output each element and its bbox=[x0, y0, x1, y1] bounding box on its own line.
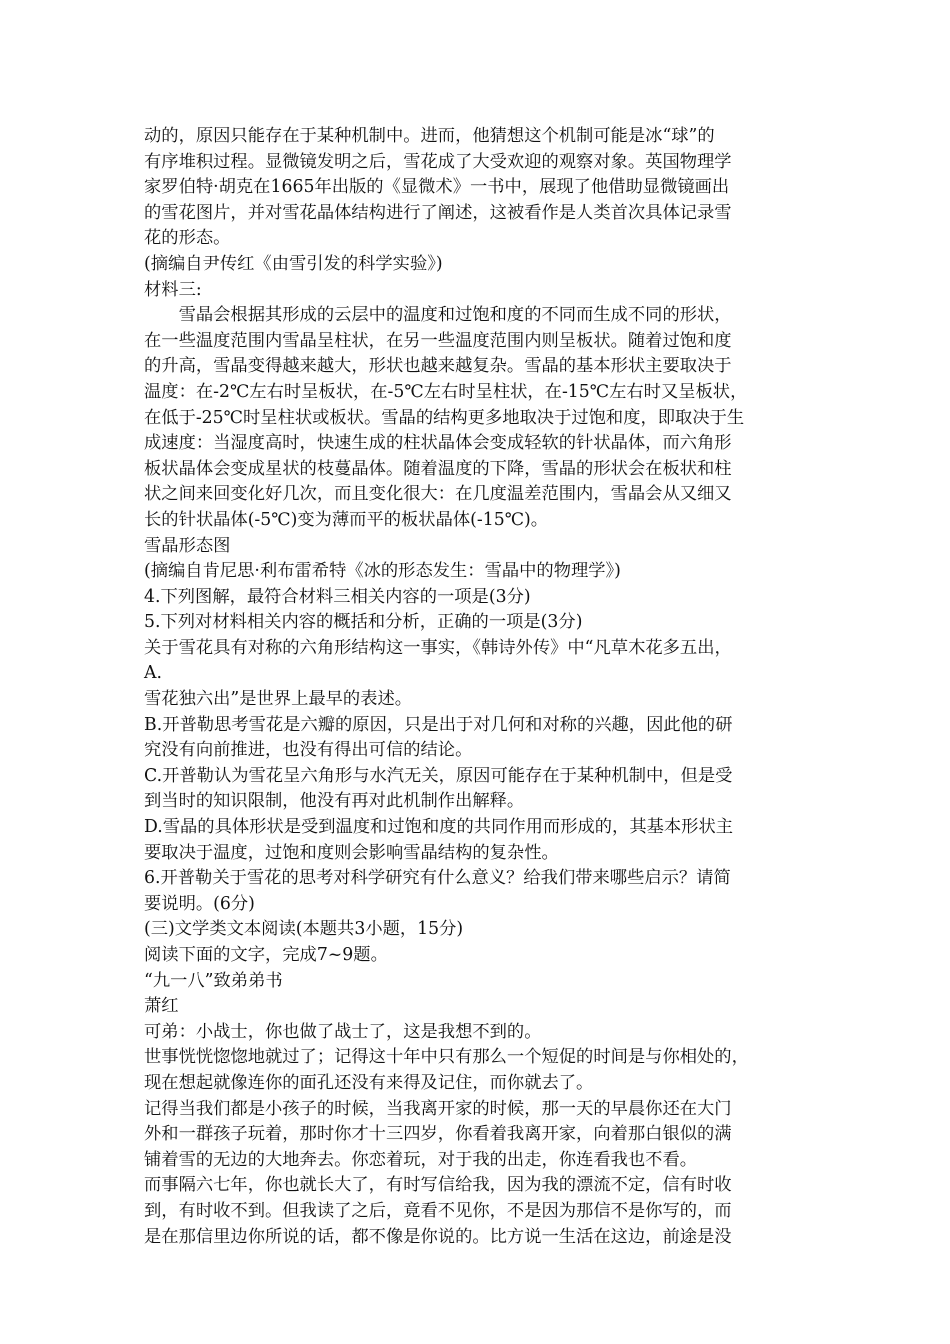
question-6: 要说明。(6分) bbox=[144, 893, 255, 914]
section-heading: (三)文学类文本阅读(本题共3小题，15分) bbox=[144, 919, 464, 940]
instruction: 阅读下面的文字，完成7~9题。 bbox=[144, 945, 388, 965]
question-4: 4.下列图解，最符合材料三相关内容的一项是(3分) bbox=[144, 586, 531, 607]
text-line: 的雪花图片，并对雪花晶体结构进行了阐述，这被看作是人类首次具体记录雪 bbox=[144, 202, 732, 223]
option-c: C.开普勒认为雪花呈六角形与水汽无关，原因可能存在于某种机制中，但是受 bbox=[144, 765, 733, 786]
article-author: 萧红 bbox=[144, 996, 179, 1017]
text-line: 温度：在-2℃左右时呈板状，在-5℃左右时呈柱状，在-15℃左右时又呈板状， bbox=[144, 381, 748, 402]
option-d: 要取决于温度，过饱和度则会影响雪晶结构的复杂性。 bbox=[144, 842, 559, 863]
question-5: 5.下列对材料相关内容的概括和分析，正确的一项是(3分) bbox=[144, 612, 583, 633]
section-heading: 材料三: bbox=[144, 279, 202, 300]
text-line: 家罗伯特·胡克在1665年出版的《显微术》一书中，展现了他借助显微镜画出 bbox=[144, 177, 730, 198]
option-a-text: 雪花独六出”是世界上最早的表述。 bbox=[144, 689, 413, 710]
text-line: 在一些温度范围内雪晶呈柱状，在另一些温度范围内则呈板状。随着过饱和度 bbox=[144, 330, 732, 351]
text-line: 到，有时收不到。但我读了之后，竟看不见你，不是因为那信不是你写的，而 bbox=[144, 1200, 732, 1221]
text-line: 长的针状晶体(-5℃)变为薄而平的板状晶体(-15℃)。 bbox=[144, 509, 549, 530]
text-line: 记得当我们都是小孩子的时候，当我离开家的时候，那一天的早晨你还在大门 bbox=[144, 1098, 732, 1119]
text-line: 外和一群孩子玩着，那时你才十三四岁，你看着我离开家，向着那白银似的满 bbox=[144, 1124, 732, 1145]
text-line: 成速度：当湿度高时，快速生成的柱状晶体会变成轻软的针状晶体，而六角形 bbox=[144, 433, 732, 454]
text-line: 板状晶体会变成星状的枝蔓晶体。随着温度的下降，雪晶的形状会在板状和柱 bbox=[144, 458, 732, 479]
text-line: 是在那信里边你所说的话，都不像是你说的。比方说一生活在这边，前途是没 bbox=[144, 1226, 732, 1247]
option-d: D.雪晶的具体形状是受到温度和过饱和度的共同作用而形成的，其基本形状主 bbox=[144, 817, 734, 838]
text-line: 的升高，雪晶变得越来越大，形状也越来越复杂。雪晶的基本形状主要取决于 bbox=[144, 356, 732, 377]
text-line: 花的形态。 bbox=[144, 228, 231, 249]
question-6: 6.开普勒关于雪花的思考对科学研究有什么意义？给我们带来哪些启示？请简 bbox=[144, 868, 731, 889]
text-line: 在低于-25℃时呈柱状或板状。雪晶的结构更多地取决于过饱和度，即取决于生 bbox=[144, 407, 745, 428]
option-b: 究没有向前推进，也没有得出可信的结论。 bbox=[144, 740, 473, 761]
source-citation: (摘编自肯尼思·利布雷希特《冰的形态发生：雪晶中的物理学》) bbox=[144, 561, 621, 582]
text-line: 有序堆积过程。显微镜发明之后，雪花成了大受欢迎的观察对象。英国物理学 bbox=[144, 151, 732, 172]
text-line: 现在想起就像连你的面孔还没有来得及记住，而你就去了。 bbox=[144, 1072, 594, 1093]
option-a-label: A. bbox=[144, 663, 162, 684]
text-line: 铺着雪的无边的大地奔去。你恋着玩，对于我的出走，你连看我也不看。 bbox=[144, 1149, 698, 1170]
text-line: 动的，原因只能存在于某种机制中。进而，他猜想这个机制可能是冰“球”的 bbox=[144, 126, 715, 146]
option-b: B.开普勒思考雪花是六瓣的原因，只是出于对几何和对称的兴趣，因此他的研 bbox=[144, 714, 733, 735]
text-line: 世事恍恍惚惚地就过了；记得这十年中只有那么一个短促的时间是与你相处的， bbox=[144, 1047, 749, 1068]
source-citation: (摘编自尹传红《由雪引发的科学实验》) bbox=[144, 253, 443, 274]
figure-caption: 雪晶形态图 bbox=[144, 535, 231, 556]
option-a-text: 关于雪花具有对称的六角形结构这一事实，《韩诗外传》中“凡草木花多五出， bbox=[144, 637, 732, 658]
text-line: 雪晶会根据其形成的云层中的温度和过饱和度的不同而生成不同的形状， bbox=[144, 305, 732, 326]
text-line: 而事隔六七年，你也就长大了，有时写信给我，因为我的漂流不定，信有时收 bbox=[144, 1175, 732, 1196]
text-line: 状之间来回变化好几次，而且变化很大：在几度温差范围内，雪晶会从又细又 bbox=[144, 484, 732, 505]
option-c: 到当时的知识限制，他没有再对此机制作出解释。 bbox=[144, 791, 525, 812]
document-page bbox=[144, 124, 816, 1250]
article-title: “九一八”致弟弟书 bbox=[144, 970, 283, 991]
text-line: 可弟：小战士，你也做了战士了，这是我想不到的。 bbox=[144, 1021, 542, 1042]
